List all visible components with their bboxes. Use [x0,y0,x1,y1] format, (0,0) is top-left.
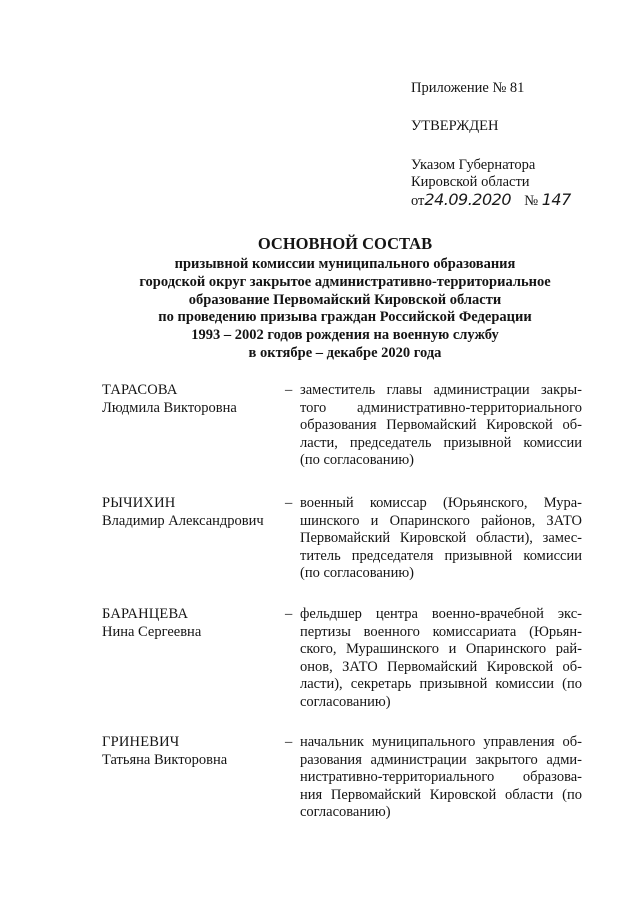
role-line: титель председателя призывной комиссии [300,547,582,564]
member-given-names: Нина Сергеевна [102,623,202,640]
member-dash: – [285,606,293,622]
role-line: (по согласованию) [300,565,414,582]
handwritten-date: 24.09.2020 [424,190,512,209]
role-line: нистративно-территориального образова- [300,769,582,786]
role-line: ласти, председатель призывной комиссии [300,434,582,451]
role-line: Первомайский Кировской области), замес- [300,530,582,547]
role-line: ния Первомайский Кировской области (по [300,786,582,803]
member-role [300,606,582,712]
title-line: по проведению призыва граждан Российской Федерации [158,309,532,326]
title-line: в октябре – декабре 2020 года [248,344,442,361]
member-name [102,382,282,417]
member-given-names: Людмила Викторовна [102,399,237,416]
member-name [102,495,282,530]
member-name [102,734,282,769]
role-line: согласованию) [300,693,391,710]
number-prefix: № [524,193,539,209]
document-title: ОСНОВНОЙ СОСТАВ [257,234,433,253]
role-line: согласованию) [300,804,391,821]
role-line: военный комиссар (Юрьянского, Мура- [300,495,582,511]
member-role [300,734,582,822]
role-line: (по согласованию) [300,452,414,469]
member-given-names: Владимир Александрович [102,512,264,529]
role-line: шинского и Опаринского районов, ЗАТО [300,512,582,529]
role-line: пертизы военного комиссариата (Юрьян- [300,623,582,640]
approval-block [411,80,621,211]
approved-stamp-text: УТВЕРЖДЕН [411,118,499,134]
role-line: разования администрации закрытого адми- [300,751,582,768]
member-role [300,382,582,470]
member-surname: ТАРАСОВА [102,382,178,398]
member-given-names: Татьяна Викторовна [102,751,228,768]
role-line: ского, Мурашинского и Опаринского рай- [300,641,582,658]
document-title-block [70,234,620,363]
decree-line-2: Кировской области [411,174,530,190]
role-line: онов, ЗАТО Первомайский Кировской об- [300,658,582,675]
role-line: образования Первомайский Кировской об- [300,417,582,434]
role-line: ласти), секретарь призывной комиссии (по [300,676,582,693]
role-line: заместитель главы администрации закры- [300,382,582,398]
title-line: образование Первомайский Кировской области [188,291,502,308]
member-surname: ГРИНЕВИЧ [102,734,180,750]
member-dash: – [285,734,293,750]
handwritten-number: 147 [541,190,571,209]
member-dash: – [285,382,293,398]
title-line: призывной комиссии муниципального образования [174,256,516,272]
decree-line-1: Указом Губернатора [411,157,536,173]
date-prefix: от [411,193,425,209]
annex-number: Приложение № 81 [411,80,525,96]
decree-date-line [411,191,621,211]
title-line: городской округ закрытое административно-территориальное [139,273,551,290]
role-line: начальник муниципального управления об- [300,734,582,750]
member-role [300,495,582,583]
member-surname: РЫЧИХИН [102,495,176,511]
role-line: того административно-территориального [300,399,582,416]
member-dash: – [285,495,293,511]
title-line: 1993 – 2002 годов рождения на военную службу [191,327,499,344]
member-name [102,606,282,641]
role-line: фельдшер центра военно-врачебной экс- [300,606,582,622]
member-surname: БАРАНЦЕВА [102,606,189,622]
